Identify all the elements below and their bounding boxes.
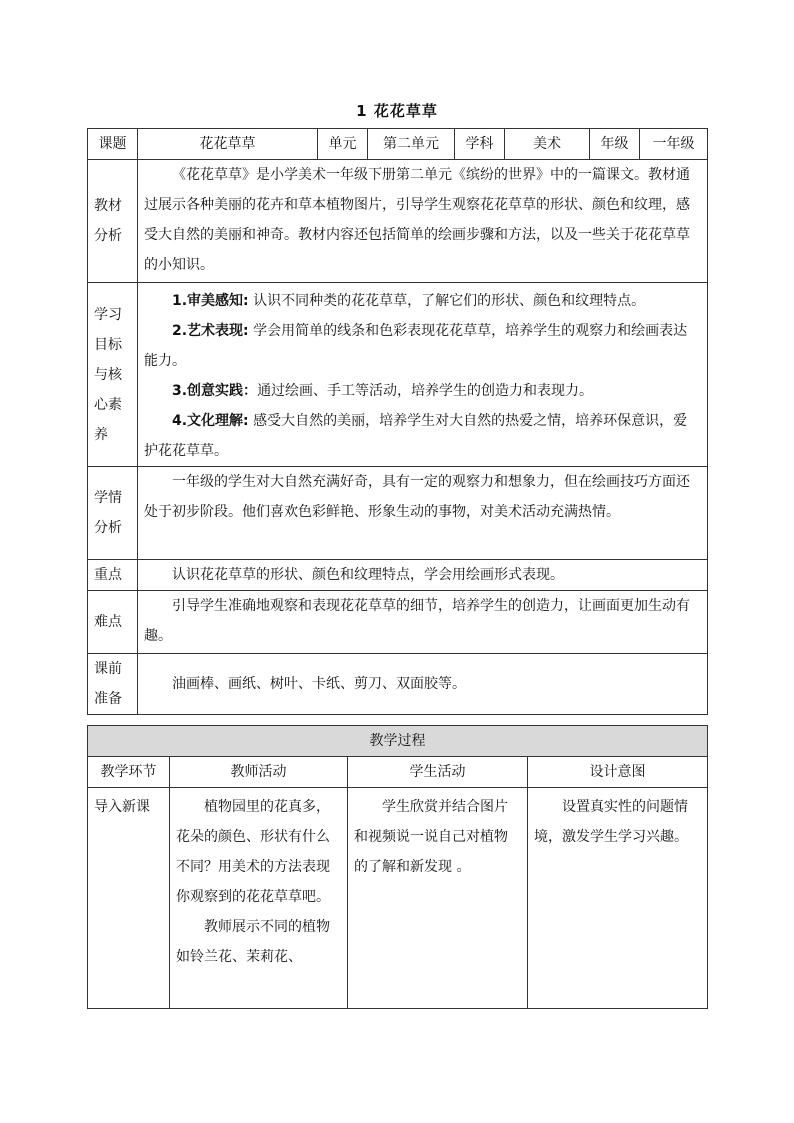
col-header-intent: 设计意图 xyxy=(528,757,708,788)
key-point-row xyxy=(88,560,708,591)
prep-label: 课前 准备 xyxy=(88,654,138,715)
difficulty-label: 难点 xyxy=(88,591,138,654)
process-header-row xyxy=(88,757,708,788)
unit-value: 第二单元 xyxy=(368,129,455,160)
objective-item: 4.文化理解: 感受大自然的美丽，培养学生对大自然的热爱之情，培养环保意识，爱护花花草草。 xyxy=(144,413,688,459)
prep-row xyxy=(88,654,708,715)
discipline-value: 美术 xyxy=(505,129,590,160)
table-row xyxy=(88,788,708,1009)
learner-row xyxy=(88,467,708,560)
lesson-info-table xyxy=(87,128,708,715)
unit-label: 单元 xyxy=(318,129,368,160)
stage-cell: 导入新课 xyxy=(88,788,170,1009)
col-header-teacher: 教师活动 xyxy=(170,757,348,788)
difficulty-row xyxy=(88,591,708,654)
difficulty-text: 引导学生准确地观察和表现花花草草的细节，培养学生的创造力，让画面更加生动有趣。 xyxy=(144,598,690,644)
col-header-stage: 教学环节 xyxy=(88,757,170,788)
student-cell: 学生欣赏并结合图片和视频说一说自己对植物的了解和新发现 。 xyxy=(348,788,528,1009)
objective-item: 3.创意实践：通过绘画、手工等活动，培养学生的创造力和表现力。 xyxy=(172,383,594,399)
grade-value: 一年级 xyxy=(640,129,708,160)
objective-item: 1.审美感知: 认识不同种类的花花草草，了解它们的形状、颜色和纹理特点。 xyxy=(172,293,646,309)
discipline-label: 学科 xyxy=(455,129,505,160)
key-point-text: 认识花花草草的形状、颜色和纹理特点，学会用绘画形式表现。 xyxy=(172,567,564,583)
learner-text: 一年级的学生对大自然充满好奇，具有一定的观察力和想象力，但在绘画技巧方面还处于初步阶段。他们喜欢色彩鲜艳、形象生动的事物，对美术活动充满热情。 xyxy=(144,474,690,520)
grade-label: 年级 xyxy=(590,129,640,160)
process-heading: 教学过程 xyxy=(88,726,708,757)
key-point-label: 重点 xyxy=(88,560,138,591)
process-heading-row xyxy=(88,726,708,757)
material-text: 《花花草草》是小学美术一年级下册第二单元《缤纷的世界》中的一篇课文。教材通过展示各种美丽的花卉和草本植物图片，引导学生观察花花草草的形状、颜色和纹理，感受大自然的美丽和神奇。教材内容还包括简单的绘画步骤和方法，以及一些关于花花草草的小知识。 xyxy=(144,167,690,273)
page-title: 1 花花草草 xyxy=(356,102,438,120)
subject-label: 课题 xyxy=(88,129,138,160)
teaching-process-table xyxy=(87,725,708,1009)
objectives-label: 学习 目标 与核 心素 养 xyxy=(88,283,138,467)
intent-cell: 设置真实性的问题情境，激发学生学习兴趣。 xyxy=(528,788,708,1009)
objectives-row xyxy=(88,283,708,467)
teacher-cell: 植物园里的花真多，花朵的颜色、形状有什么不同？用美术的方法表现你观察到的花花草草吧。 教师展示不同的植物如铃兰花、茉莉花、 xyxy=(170,788,348,1009)
subject-value: 花花草草 xyxy=(138,129,318,160)
objective-item: 2.艺术表现: 学会用简单的线条和色彩表现花花草草，培养学生的观察力和绘画表达能力。 xyxy=(144,323,688,369)
learner-label: 学情 分析 xyxy=(88,467,138,560)
material-label: 教材 分析 xyxy=(88,160,138,283)
material-row xyxy=(88,160,708,283)
prep-text: 油画棒、画纸、树叶、卡纸、剪刀、双面胶等。 xyxy=(172,676,466,692)
col-header-student: 学生活动 xyxy=(348,757,528,788)
info-row xyxy=(88,129,708,160)
